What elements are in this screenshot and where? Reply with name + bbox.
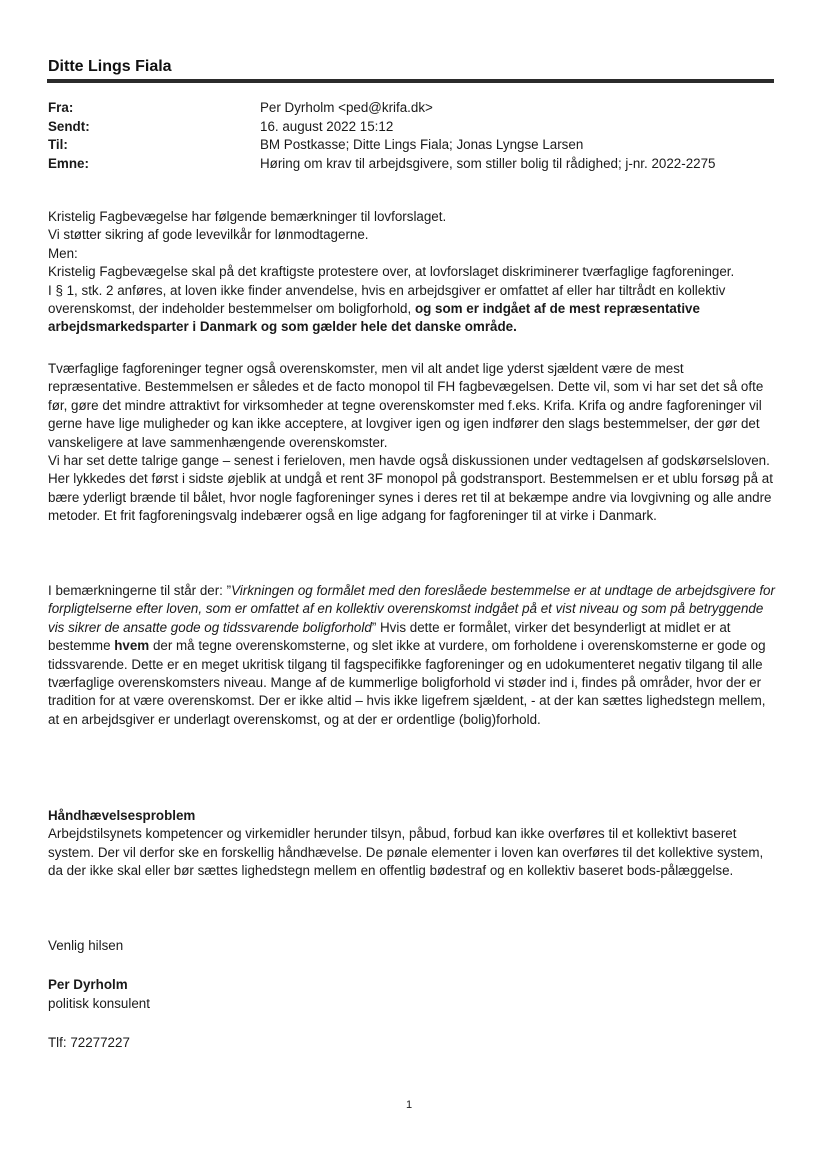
signer-name: Per Dyrholm	[48, 977, 128, 992]
paragraph-3	[48, 582, 778, 729]
paragraph-4: Arbejdstilsynets kompetencer og virkemidler herunder tilsyn, påbud, forbud kan ikke overføres til et kollektivt baseret system. Der vil derfor ske en forskellig håndhævelse. De pønale elementer i loven kan overføres til det kollektive system, da der ikke skal eller bør sættes lighedstegn mellem en offentlig bødestraf og en kollektiv baseret bods-pålæggelse.	[48, 826, 764, 879]
subject-value: Høring om krav til arbejdsgivere, som stiller bolig til rådighed; j-nr. 2022-2275	[260, 155, 716, 171]
signer-role: politisk konsulent	[48, 996, 150, 1011]
header-row-from	[48, 99, 778, 118]
from-value: Per Dyrholm <ped@krifa.dk>	[260, 100, 433, 115]
title-divider	[47, 79, 774, 83]
email-header	[48, 99, 778, 173]
intro-section	[48, 208, 778, 337]
paragraph-2-section	[48, 360, 778, 526]
sent-label: Sendt:	[48, 118, 90, 134]
to-label: Til:	[48, 137, 68, 152]
section-heading: Håndhævelsesproblem	[48, 808, 196, 823]
header-row-subject	[48, 155, 778, 174]
intro-line-2: Vi støtter sikring af gode levevilkår for lønmodtagerne.	[48, 227, 369, 243]
sent-value: 16. august 2022 15:12	[260, 118, 394, 134]
paragraph-1-text: I § 1, stk. 2 anføres, at loven ikke finder anvendelse, hvis en arbejdsgiver er omfattet af eller har tiltrådt en kollektiv overenskomst, der indeholder bestemmelser om boligforhold,	[48, 282, 726, 317]
paragraph-3-mid: ” Hvis dette er formålet, virker det besynderligt at midlet er at bestemme	[48, 619, 731, 654]
greeting: Venlig hilsen	[48, 938, 124, 953]
page-title: Ditte Lings Fiala	[48, 58, 172, 75]
page-number: 1	[405, 1099, 413, 1111]
to-value: BM Postkasse; Ditte Lings Fiala; Jonas Lyngse Larsen	[260, 137, 584, 152]
paragraph-3-quote: Virkningen og formålet med den foreslåede bestemmelse er at undtage de arbejdsgivere for forpligtelserne efter loven, som er omfattet af en kollektiv overenskomst indgået på et vist niveau og som på betryggende vis sikrer de ansatte gode og tidssvarende boligforhold	[48, 583, 775, 635]
enforcement-section	[48, 807, 778, 881]
paragraph-2b: Vi har set dette talrige gange – senest i ferieloven, men havde også diskussionen under vedtagelsen af godskørselsloven. Her lykkedes det først i sidste øjeblik at undgå et rent 3F monopol på godstransport. Bestemmelsen er et ublu forsøg på at bære yderligt brænde til bålet, hvor nogle fagforeninger synes i deres ret til at bekæmpe andre via lovgivning og alle andre metoder. Et frit fagforeningsvalg indebærer også en lige adgang for fagforeninger til at virke i Danmark.	[48, 453, 773, 524]
paragraph-3-tail: der må tegne overenskomsterne, og slet ikke at vurdere, om forholdene i overenskomsterne er gode og tidssvarende. Dette er en meget ukritisk tilgang til fagspecifikke fagforeninger og en udokumenteret negativ tilgang til alle tværfaglige overenskomsters niveau. Mange af de kummerlige boligforhold vi støder ind i, findes på områder, hvor der er tradition for at være overenskomst. Der er ikke altid – hvis ikke ligefrem sjældent, - at der kan sættes lighedstegn mellem, at en arbejdsgiver er underlagt overenskomst, og at der er ordentlige (bolig)forhold.	[48, 638, 766, 727]
intro-line-4: Kristelig Fagbevægelse skal på det kraftigste protestere over, at lovforslaget diskriminerer tværfaglige fagforeninger.	[48, 264, 735, 280]
header-row-sent	[48, 118, 778, 137]
paragraph-1-bold: og som er indgået af de mest repræsentative arbejdsmarkedsparter i Danmark og som gælder hele det danske område.	[48, 301, 700, 335]
subject-label: Emne:	[48, 155, 89, 171]
intro-line-3: Men:	[48, 245, 78, 261]
paragraph-2a: Tværfaglige fagforeninger tegner også overenskomster, men vil alt andet lige yderst sjældent være de mest repræsentative. Bestemmelsen er således et de facto monopol til FH fagbevægelsen. Dette vil, som vi har set det så ofte før, gøre det mindre attraktivt for virksomheder at tegne overenskomster med f.eks. Krifa. Krifa og andre fagforeninger vil gerne have lige muligheder og kan ikke acceptere, at lovgiver igen og igen indfører den slags bestemmelser, der gør det vanskeligere at lave sammenhængende overenskomster.	[48, 361, 764, 450]
paragraph-3-bold: hvem	[114, 638, 150, 654]
paragraph-3-lead: I bemærkningerne til står der: ”	[48, 583, 232, 598]
paragraph-1	[48, 282, 778, 337]
from-label: Fra:	[48, 100, 74, 115]
signer-phone: Tlf: 72277227	[48, 1035, 130, 1050]
paragraph-3-section	[48, 582, 778, 729]
header-row-to	[48, 136, 778, 155]
intro-line-1: Kristelig Fagbevægelse har følgende bemærkninger til lovforslaget.	[48, 209, 447, 224]
